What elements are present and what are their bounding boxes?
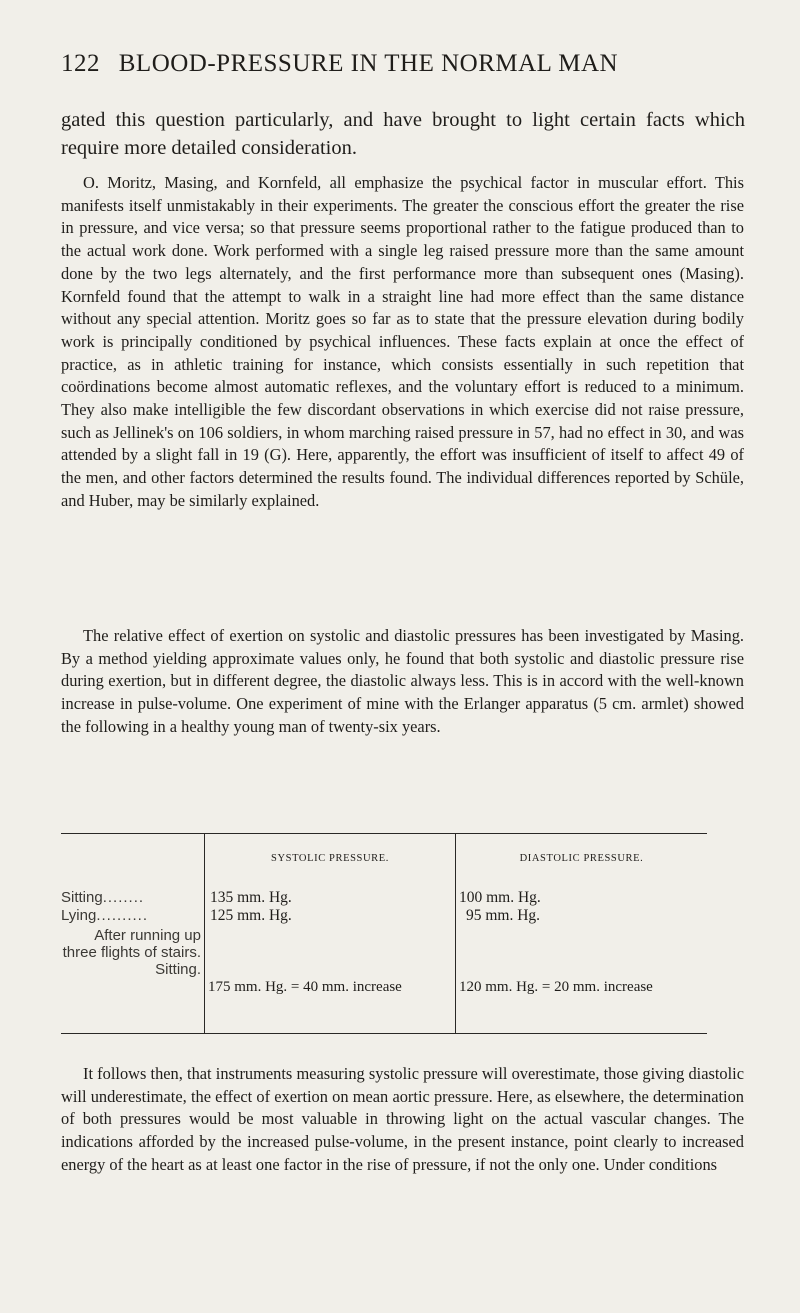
lead-paragraph: gated this question particularly, and have brought to light certain facts which require more detailed consideration. [61,109,745,159]
table-bottom-rule [61,1033,707,1034]
diastolic-column-header: DIASTOLIC PRESSURE. [519,853,644,864]
row-label-after-running: After running up three flights of stairs. Sitting. [62,927,201,978]
diastolic-value: 100 mm. Hg. [459,889,541,906]
systolic-column-header: SYSTOLIC PRESSURE. [271,853,389,864]
systolic-value: 135 mm. Hg. [210,889,292,906]
body-paragraph-1: O. Moritz, Masing, and Kornfeld, all emphasize the psychical factor in muscular effort. This manifests itself unmistakably in their experiments. The greater the conscious effort the greater the rise in pressure, and vice versa; so that pressure seems proportional rather to the fatigue produced than to the actual work done. Work performed with a single leg raised pressure more than the same amount done by the two legs alternately, and the first performance more than subsequent ones (Masing). Kornfeld found that the attempt to walk in a straight line had more effect than the same distance without any special attention. Moritz goes so far as to state that the pressure elevation during bodily work is principally conditioned by psychical influences. These facts explain at once the effect of practice, as in athletic training for instance, which consists essentially in such repetition that coördinations become almost automatic reflexes, and the voluntary effort is reduced to a minimum. They also make intelligible the few discordant observations in which exercise did not raise pressure, such as Jellinek's on 106 soldiers, in whom marching raised pressure in 57, had no effect in 30, and was attended by a slight fall in 19 (G). Here, apparently, the effort was insufficient of itself to affect 49 of the men, and other factors determined the results found. The individual differences reported by Schüle, and Huber, may be similarly explained. [61,173,744,510]
running-header [61,50,741,78]
body-paragraph-3: It follows then, that instruments measuring systolic pressure will overestimate, those giving diastolic will underestimate, the effect of exertion on mean aortic pressure. Here, as elsewhere, the determination of both pressures would be most valuable in throwing light on the actual vascular changes. The indications afforded by the increased pulse-volume, in the present instance, point clearly to increased energy of the heart as at least one factor in the rise of pressure, if not the only one. Under conditions [61,1064,744,1174]
row-label-lying: Lying.......... [61,907,148,924]
row-label-sitting: Sitting........ [61,889,145,906]
diastolic-value: 95 mm. Hg. [466,907,541,924]
systolic-value: 125 mm. Hg. [210,907,292,924]
page-number: 122 [61,50,100,77]
running-title: BLOOD-PRESSURE IN THE NORMAL MAN [118,50,619,77]
diastolic-value: 120 mm. Hg. = 20 mm. increase [459,979,653,995]
pressure-table [61,833,707,1035]
table-top-rule [61,833,707,834]
body-paragraph-2: The relative effect of exertion on systolic and diastolic pressures has been investigated by Masing. By a method yielding approximate values only, he found that both systolic and diastolic pressure rise during exertion, but in different degree, the diastolic always less. This is in accord with the well-known increase in pulse-volume. One experiment of mine with the Erlanger apparatus (5 cm. armlet) showed the following in a healthy young man of twenty-six years. [61,626,744,736]
systolic-value: 175 mm. Hg. = 40 mm. increase [208,979,402,995]
